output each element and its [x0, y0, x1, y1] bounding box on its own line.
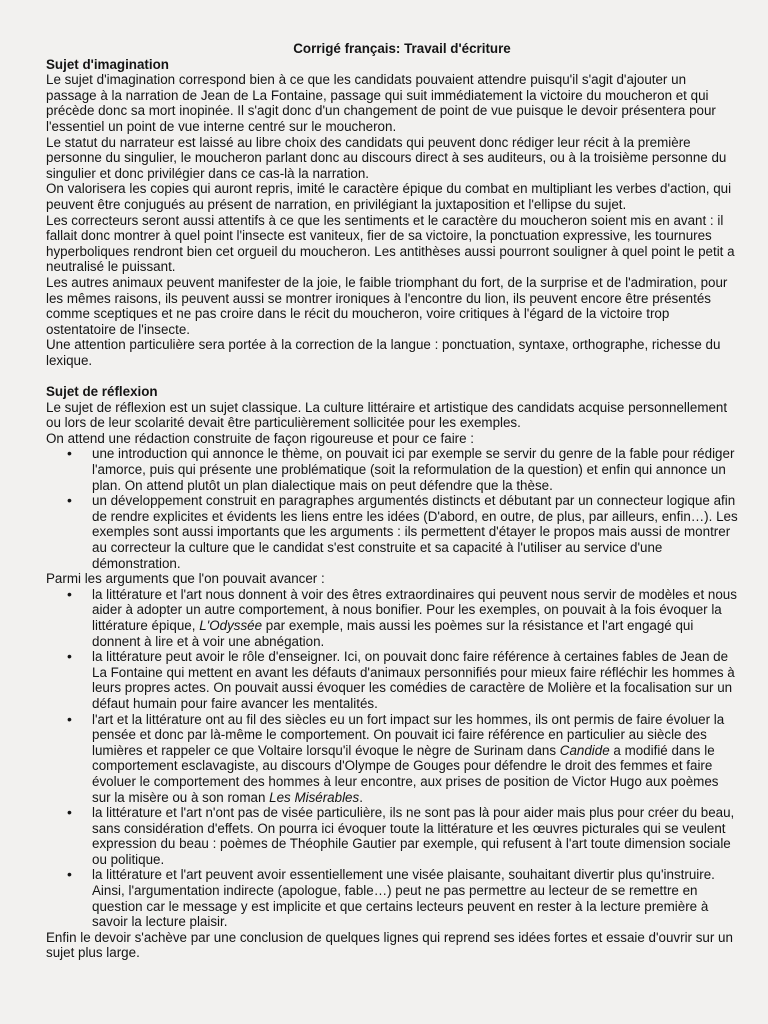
arg-text: l'art et la littérature ont au fil des siècles eu un fort impact sur les hommes, ils ont permis de faire évoluer la pensée et donc par là-même le comportement. On pouvait ici faire référence en particulier au siècle des lumières et rappeler ce que Voltaire lorsqu'il évoque le nègre de Surinam dans	[92, 711, 725, 758]
arg-text: par exemple, mais aussi les poèmes sur la résistance et l'art engagé qui donnent à lire et à voir une abnégation.	[92, 617, 694, 649]
work-title: L'Odyssée	[199, 617, 263, 633]
document-title: Corrigé français: Travail d'écriture	[293, 41, 511, 56]
imagination-paragraph: Le statut du narrateur est laissé au libre choix des candidats qui peuvent donc rédiger leur récit à la première personne du singulier, le moucheron parlant donc au discours direct à ses auditeurs, ou à la troisième personne du singulier et donc privilégier dans ce cas-là la narration.	[46, 134, 727, 181]
work-title: Candide	[559, 742, 610, 758]
reflexion-heading: Sujet de réflexion	[46, 384, 158, 400]
arg-text: la littérature et l'art nous donnent à voir des êtres extraordinaires qui peuvent nous servir de modèles et nous aider à adopter un autre comportement, à nous bonifier. Pour les exemples, on pouvait à la fois évoquer la littérature épique,	[92, 586, 737, 633]
list-item: • une introduction qui annonce le thème, on pouvait ici par exemple se servir du genre de la fable pour rédiger l'amorce, puis qui présente une problématique (soit la reformulation de la question) et enfin qui annonce un plan. On attend plutôt un plan dialectique mais on peut défendre que la thèse.	[92, 446, 738, 493]
arguments-intro: Parmi les arguments que l'on pouvait avancer :	[46, 571, 325, 587]
arg-text: a modifié dans le comportement esclavagiste, au discours d'Olympe de Gouges pour défendre le droit des femmes et faire évoluer le comportement des hommes à leur encontre, aux prises de position de Victor Hugo aux poèmes sur la misère ou à son roman	[92, 742, 719, 805]
list-item: • un développement construit en paragraphes argumentés distincts et débutant par un connecteur logique afin de rendre explicites et évidents les liens entre les idées (D'abord, en outre, de plus, par ailleurs, enfin…). Les exemples sont aussi importants que les arguments : ils permettent d'étayer le propos mais aussi de montrer au correcteur la culture que le candidat s'est construite et sa capacité à l'utiliser au service d'une démonstration.	[92, 493, 738, 571]
imagination-paragraph: Les correcteurs seront aussi attentifs à ce que les sentiments et le caractère du moucheron soient mis en avant : il fallait donc montrer à quel point l'insecte est vaniteux, fier de sa victoire, la ponctuation expressive, les tournures hyperboliques rendront bien cet orgueil du moucheron. Les antithèses aussi pourront souligner à quel point le petit a neutralisé le puissant.	[46, 212, 735, 275]
work-title: Les Misérables	[269, 789, 360, 805]
list-item	[92, 587, 738, 649]
imagination-paragraph: Les autres animaux peuvent manifester de la joie, le faible triomphant du fort, de la surprise et de l'admiration, pour les mêmes raisons, ils peuvent aussi se montrer ironiques à l'encontre du lion, ils peuvent encore être présentés comme sceptiques et ne pas croire dans le récit du moucheron, voire critiques à l'égard de la victoire trop ostentatoire de l'insecte.	[46, 274, 728, 337]
imagination-paragraph: Une attention particulière sera portée à la correction de la langue : ponctuation, syntaxe, orthographe, richesse du lexique.	[46, 337, 721, 368]
structure-list	[46, 446, 738, 571]
reflexion-intro: Le sujet de réflexion est un sujet classique. La culture littéraire et artistique des candidats acquise personnellement ou lors de leur scolarité devait être particulièrement sollicitée pour les exemples.	[46, 399, 728, 431]
conclusion-paragraph: Enfin le devoir s'achève par une conclusion de quelques lignes qui reprend ses idées fortes et essaie d'ouvrir sur un sujet plus large.	[46, 929, 733, 961]
imagination-paragraph: Le sujet d'imagination correspond bien à ce que les candidats pouvaient attendre puisqu'il s'agit d'ajouter un passage à la narration de Jean de La Fontaine, passage qui suit immédiatement la victoire du moucheron et qui précède donc sa mort inopinée. Il s'agit donc d'un changement de point de vue puisque le devoir présentera pour l'essentiel un point de vue interne centré sur le moucheron.	[46, 72, 716, 134]
section-spacer	[46, 368, 738, 384]
imagination-heading: Sujet d'imagination	[46, 56, 169, 72]
list-item: • la littérature et l'art peuvent avoir essentiellement une visée plaisante, souhaitant divertir plus qu'instruire. Ainsi, l'argumentation indirecte (apologue, fable…) peut ne pas permettre au lecteur de se remettre en question car le message y est implicite et que certains lecteurs peuvent en rester à la lecture première à savoir la lecture plaisir.	[92, 867, 738, 929]
arg-text: .	[359, 789, 363, 805]
reflexion-expect: On attend une rédaction construite de façon rigoureuse et pour ce faire :	[46, 430, 475, 446]
list-item	[92, 712, 738, 806]
arguments-list	[46, 587, 738, 930]
list-item: • la littérature peut avoir le rôle d'enseigner. Ici, on pouvait donc faire référence à certaines fables de Jean de La Fontaine qui mettent en avant les défauts d'animaux personnifiés pour mieux faire réfléchir les hommes à leurs propres actes. On pouvait aussi évoquer les comédies de caractère de Molière et la focalisation sur un défaut humain pour faire avancer les mentalités.	[92, 649, 738, 711]
list-item: • la littérature et l'art n'ont pas de visée particulière, ils ne sont pas là pour aider mais plus pour créer du beau, sans considération d'effets. On pourra ici évoquer toute la littérature et les œuvres picturales qui se veulent expression du beau : poèmes de Théophile Gautier par exemple, qui refusent à l'art toute dimension sociale ou politique.	[92, 805, 738, 867]
imagination-paragraph: On valorisera les copies qui auront repris, imité le caractère épique du combat en multipliant les verbes d'action, qui peuvent être conjugués au présent de narration, en privilégiant la juxtaposition et l'ellipse du sujet.	[46, 181, 732, 212]
